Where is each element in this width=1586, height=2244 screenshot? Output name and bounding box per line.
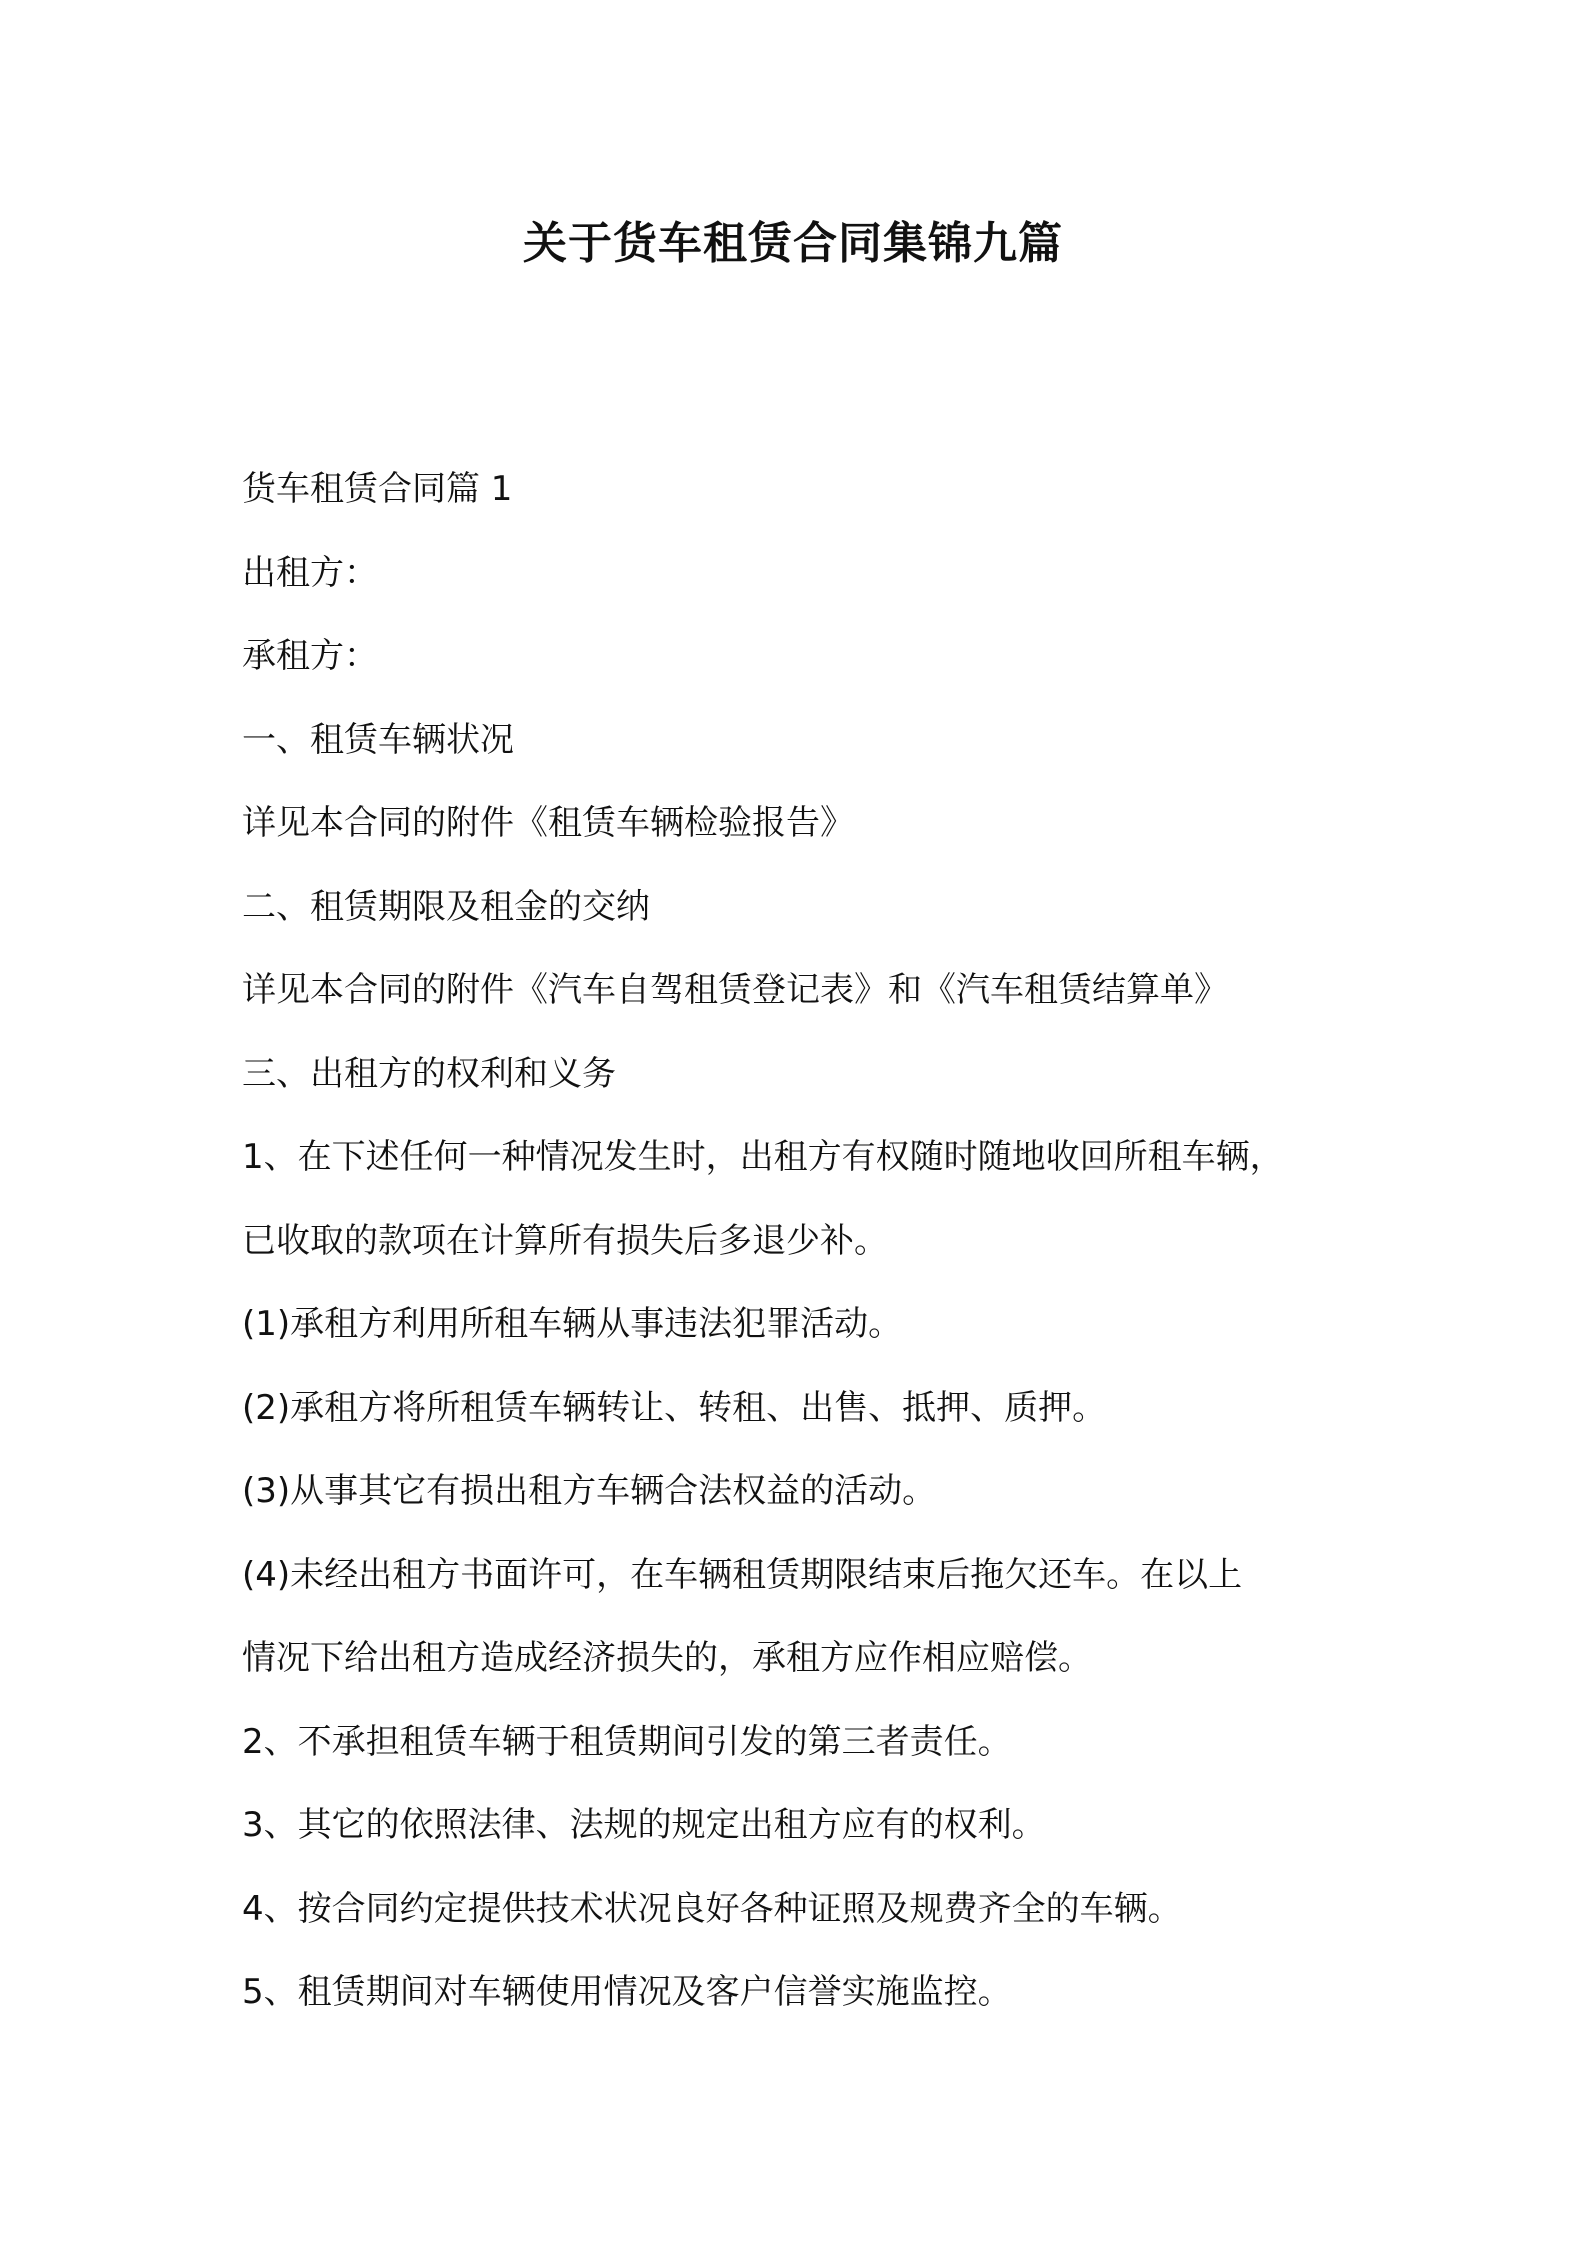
- text-line: 情况下给出租方造成经济损失的，承租方应作相应赔偿。: [242, 1638, 1092, 1678]
- text-line: 已收取的款项在计算所有损失后多退少补。: [242, 1220, 888, 1261]
- clause-heading: 二、租赁期限及租金的交纳: [242, 886, 650, 927]
- text-line: (2)承租方将所租赁车辆转让、转租、出售、抵押、质押。: [242, 1387, 1107, 1428]
- section-heading: 货车租赁合同篇 1: [242, 469, 513, 509]
- lessor-field: 出租方：: [242, 552, 378, 593]
- document-title: 关于货车租赁合同集锦九篇: [523, 218, 1063, 269]
- text-line: (1)承租方利用所租车辆从事违法犯罪活动。: [242, 1304, 903, 1344]
- text-line: 5、租赁期间对车辆使用情况及客户信誉实施监控。: [242, 1972, 1012, 2012]
- text-line: 详见本合同的附件《租赁车辆检验报告》: [242, 803, 854, 843]
- text-line: 4、按合同约定提供技术状况良好各种证照及规费齐全的车辆。: [242, 1888, 1182, 1929]
- lessee-field: 承租方：: [242, 636, 378, 676]
- text-line: (4)未经出租方书面许可，在车辆租赁期限结束后拖欠还车。在以上: [242, 1554, 1243, 1595]
- text-line: 2、不承担租赁车辆于租赁期间引发的第三者责任。: [242, 1721, 1012, 1762]
- text-line: 1、在下述任何一种情况发生时，出租方有权随时随地收回所租车辆，: [242, 1137, 1284, 1177]
- text-line: (3)从事其它有损出租方车辆合法权益的活动。: [242, 1471, 937, 1511]
- document-body: [242, 448, 1402, 2035]
- text-line: 3、其它的依照法律、法规的规定出租方应有的权利。: [242, 1805, 1046, 1845]
- text-line: 详见本合同的附件《汽车自驾租赁登记表》和《汽车租赁结算单》: [242, 970, 1228, 1010]
- clause-heading: 一、租赁车辆状况: [242, 719, 514, 760]
- clause-heading: 三、出租方的权利和义务: [242, 1053, 616, 1094]
